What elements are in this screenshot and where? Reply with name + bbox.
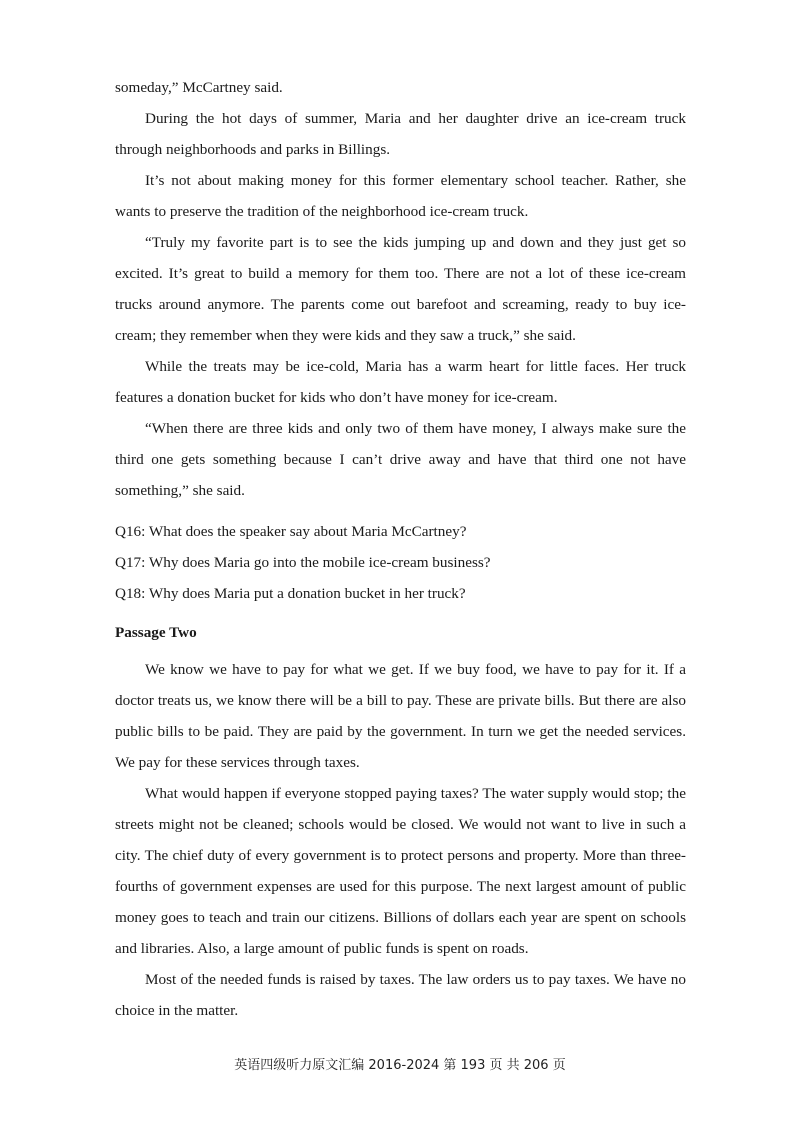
question-item: Q18: Why does Maria put a donation bucket in her truck? (115, 585, 466, 602)
paragraph-continuation: someday,” McCartney said. (115, 79, 283, 96)
paragraph: What would happen if everyone stopped paying taxes? The water supply would stop; the streets might not be cleaned; schools would be closed. We would not want to live in such a city. The chief duty of every government is to protect persons and property. More than three-fourths of government expenses are used for this purpose. The next largest amount of public money goes to teach and train our citizens. Billions of dollars each year are spent on schools and libraries. Also, a large amount of public funds is spent on roads. (115, 785, 686, 957)
paragraph: “Truly my favorite part is to see the kids jumping up and down and they just get so excited. It’s great to build a memory for them too. There are not a lot of these ice-cream trucks around anymore. The parents come out barefoot and screaming, ready to buy ice-cream; they remember when they were kids and they saw a truck,” she said. (115, 234, 686, 344)
section-heading: Passage Two (115, 624, 197, 641)
paragraph: It’s not about making money for this former elementary school teacher. Rather, she wants to preserve the tradition of the neighborhood ice-cream truck. (115, 172, 686, 220)
paragraph: While the treats may be ice-cold, Maria has a warm heart for little faces. Her truck features a donation bucket for kids who don’t have money for ice-cream. (115, 358, 686, 406)
footer-text: 英语四级听力原文汇编 2016-2024 第 193 页 共 206 页 (234, 1058, 566, 1073)
page-footer (0, 1054, 800, 1073)
paragraph: During the hot days of summer, Maria and her daughter drive an ice-cream truck through neighborhoods and parks in Billings. (115, 110, 686, 158)
page-content (115, 72, 686, 1026)
questions-list (115, 516, 686, 609)
paragraph: “When there are three kids and only two of them have money, I always make sure the third one gets something because I can’t drive away and have that third one not have something,” she said. (115, 420, 686, 499)
paragraph: We know we have to pay for what we get. If we buy food, we have to pay for it. If a doctor treats us, we know there will be a bill to pay. These are private bills. But there are also public bills to be paid. They are paid by the government. In turn we get the needed services. We pay for these services through taxes. (115, 661, 686, 771)
question-item: Q16: What does the speaker say about Maria McCartney? (115, 523, 467, 540)
paragraph: Most of the needed funds is raised by taxes. The law orders us to pay taxes. We have no choice in the matter. (115, 971, 686, 1019)
question-item: Q17: Why does Maria go into the mobile ice-cream business? (115, 554, 491, 571)
